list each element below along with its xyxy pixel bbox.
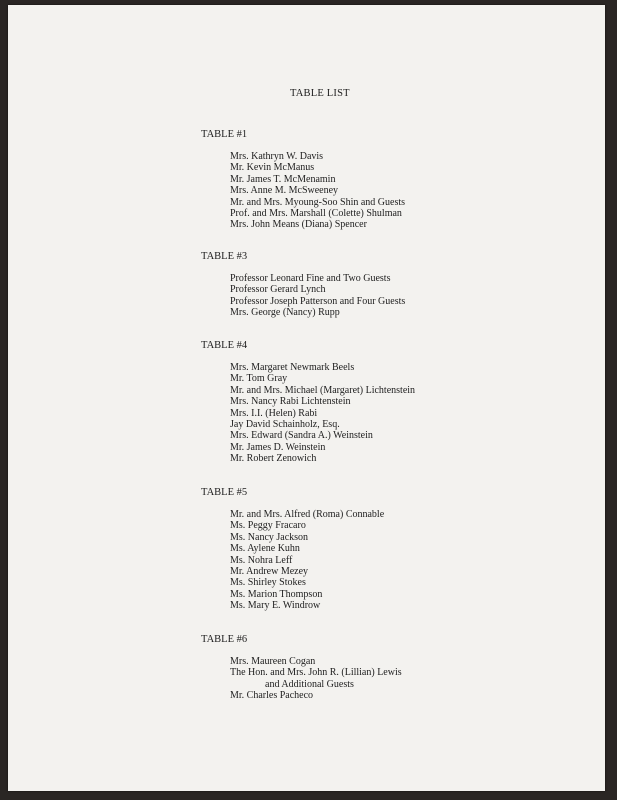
guest-name: Prof. and Mrs. Marshall (Colette) Shulman xyxy=(230,208,402,220)
guest-name: Mr. Kevin McManus xyxy=(230,162,315,174)
guest-name: Mr. and Mrs. Myoung-Soo Shin and Guests xyxy=(230,196,406,208)
guest-name: Mrs. I.I. (Helen) Rabi xyxy=(230,407,318,419)
guest-name: Mr. James T. McMenamin xyxy=(230,173,336,185)
table-heading: TABLE #5 xyxy=(201,487,248,498)
guest-name-continuation: and Additional Guests xyxy=(265,678,354,690)
guest-name: Mrs. Margaret Newmark Beels xyxy=(230,362,355,373)
guest-list xyxy=(201,509,581,612)
guest-name: Professor Gerard Lynch xyxy=(230,284,326,296)
table-heading: TABLE #1 xyxy=(201,129,248,140)
guest-name: Ms. Marion Thompson xyxy=(230,588,323,600)
guest-list xyxy=(201,273,581,319)
guest-list xyxy=(201,362,581,465)
guest-name: Mrs. Kathryn W. Davis xyxy=(230,151,324,162)
guest-list xyxy=(201,656,581,702)
guest-name: Mrs. Maureen Cogan xyxy=(230,656,316,667)
guest-name: Ms. Aylene Kuhn xyxy=(230,543,300,555)
table-section xyxy=(201,634,581,702)
guest-name: Professor Leonard Fine and Two Guests xyxy=(230,273,391,284)
guest-name: Mrs. John Means (Diana) Spencer xyxy=(230,219,367,231)
guest-name: Ms. Mary E. Windrow xyxy=(230,600,321,612)
guest-list xyxy=(201,151,581,231)
table-section xyxy=(201,487,581,612)
table-section xyxy=(201,340,581,465)
guest-name: Ms. Shirley Stokes xyxy=(230,577,306,589)
page-title: TABLE LIST xyxy=(290,88,350,99)
guest-name: Mrs. Nancy Rabi Lichtenstein xyxy=(230,396,351,408)
guest-name: Ms. Nancy Jackson xyxy=(230,531,309,543)
document-page xyxy=(8,5,605,791)
table-heading: TABLE #6 xyxy=(201,634,248,645)
guest-name: Mr. Robert Zenowich xyxy=(230,453,317,465)
guest-name: Jay David Schainholz, Esq. xyxy=(230,419,340,431)
guest-name: Mr. and Mrs. Michael (Margaret) Lichtenstein xyxy=(230,384,416,396)
guest-name: Mr. Tom Gray xyxy=(230,373,288,385)
guest-name: Mr. Andrew Mezey xyxy=(230,566,309,578)
guest-name: Mrs. George (Nancy) Rupp xyxy=(230,307,340,319)
table-section xyxy=(201,129,581,231)
guest-name: Ms. Nohra Leff xyxy=(230,554,293,566)
guest-name: Mrs. Edward (Sandra A.) Weinstein xyxy=(230,430,373,442)
table-heading: TABLE #3 xyxy=(201,251,248,262)
guest-name: Mr. James D. Weinstein xyxy=(230,441,326,453)
guest-name: Mr. and Mrs. Alfred (Roma) Connable xyxy=(230,509,385,520)
table-heading: TABLE #4 xyxy=(201,340,248,351)
guest-name: Mrs. Anne M. McSweeney xyxy=(230,185,339,197)
table-section xyxy=(201,251,581,319)
guest-name: The Hon. and Mrs. John R. (Lillian) Lewis xyxy=(230,667,402,679)
guest-name: Ms. Peggy Fracaro xyxy=(230,520,306,532)
guest-name: Mr. Charles Pacheco xyxy=(230,690,314,702)
guest-name: Professor Joseph Patterson and Four Guests xyxy=(230,295,406,307)
